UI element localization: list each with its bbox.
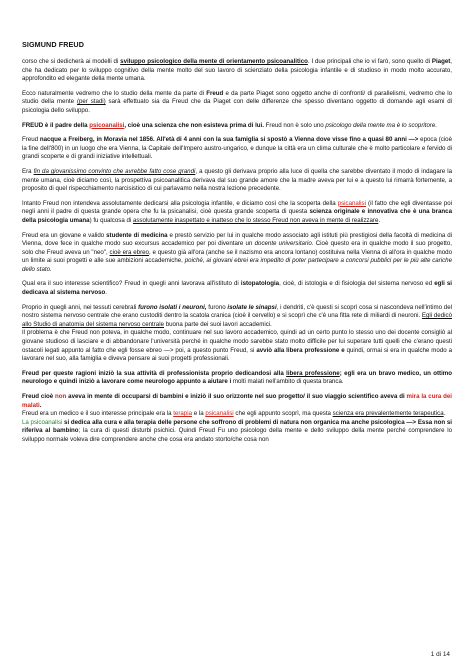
text-run: . Cioè questo era in qualche modo il suo progetto, solo che Freud aveva un "neo", xyxy=(22,240,452,256)
text-run: scienza originale e innovativa che è una branca della psicologia umana xyxy=(22,208,452,224)
text-run: terapia xyxy=(173,410,192,418)
paragraph-youth xyxy=(22,168,452,194)
paragraph-neurons xyxy=(22,304,452,330)
text-run: , che ha dedicato per lo sviluppo cognitivo della mente molto del suo lavoro di scienziato della psicologia infantile e di studioso in modo molto accurato, approfondito ed elegante della mente umana. xyxy=(22,58,453,83)
text-run: furono isolati i neuroni, xyxy=(138,303,207,311)
text-run: . xyxy=(105,289,108,297)
text-run: . I due principali che io vi farò, sono quello di xyxy=(307,58,432,65)
text-run: ) fu qualcosa di xyxy=(89,216,133,224)
text-run: studente di medicina xyxy=(106,231,168,239)
document-title: SIGMUND FREUD xyxy=(22,40,84,49)
document-body xyxy=(22,58,452,445)
paragraph-student xyxy=(22,232,452,275)
text-run: corso che si dedicherà ai modelli di xyxy=(22,58,121,65)
text-run: libera professione xyxy=(286,369,340,377)
paragraph-father xyxy=(22,122,452,131)
text-run: e prestò servizio per lui in qualche modo associato agli istituti più prestigiosi della facoltà di medicina di Vienna, dove fece in qualche modo suo excursus accademico per poi diventare un xyxy=(22,231,452,248)
text-run: La psicoanalisi xyxy=(22,418,63,426)
text-run: docente universitario xyxy=(254,240,312,248)
text-run: molti malati nell'ambito di questa branca. xyxy=(231,378,344,386)
text-run: Essa non si riferiva al bambino xyxy=(22,418,452,435)
paragraph-interest xyxy=(22,410,452,419)
text-run: sarà effettuato sia da Freud che da Piaget con delle differenze che spesso diventano oggetto di domande agli esami di psicologia dello sviluppo. xyxy=(22,98,452,114)
text-run: aiutare i xyxy=(207,378,232,386)
text-run: fin da giovanissimo convinto che avrebbe fatto cose grandi xyxy=(33,167,196,175)
text-run: che egli appunto scoprì, ma questa xyxy=(233,410,333,418)
text-run: , i dendriti, c'è questi si scoprì cosa si nascondeva nell'intimo del nostro sistema nervoso centrale che erano custoditi dentro la scatola cranica (cioè il cervello) e si scoprì che c'è una fitta rete di miliardi di neuroni. xyxy=(22,303,452,320)
text-run: non xyxy=(55,393,67,400)
text-run: psicanalisi xyxy=(337,199,366,207)
text-run: e da parte Piaget sono oggetto anche di confronti/ di parallelismi, vedremo che lo studio della mente xyxy=(22,89,452,106)
text-run: psicologo della mente ma è lo scopritore. xyxy=(325,121,438,129)
text-run: ; la cura di questi disturbi psichici. Quindi Freud Fu uno psicologo della mente e dello sviluppo della mente perché comprendere lo sviluppo normale voleva dire comprendere anche che cosa era andato storto/che cosa non xyxy=(22,427,452,443)
text-run: Freud era un giovane e valido xyxy=(22,231,107,239)
text-run: ; egli era un bravo medico, un ottimo neurologo e quindi iniziò a lavorare come neurologo appunto a xyxy=(22,369,452,386)
text-run: Freud xyxy=(22,136,40,144)
paragraph-children xyxy=(22,393,452,410)
text-run: Era xyxy=(22,167,34,175)
text-run: mira la cura dei malati xyxy=(22,393,452,409)
paragraph-intro xyxy=(22,58,452,84)
text-run: , cioè, di istologia e di fisiologia del sistema nervoso ed xyxy=(279,280,435,288)
paragraph-histology xyxy=(22,280,452,297)
text-run: Freud xyxy=(206,89,224,97)
text-run: isolate le sinapsi xyxy=(227,303,277,311)
text-run: Freud non è solo uno xyxy=(263,121,326,129)
text-run: psicoanalisi xyxy=(89,121,125,129)
text-run: Ecco naturalmente vedremo che lo studio della mente da parte di xyxy=(22,89,207,97)
text-run: FREUD è il padre della xyxy=(22,121,90,129)
page-indicator: 1 di 14 xyxy=(430,651,450,658)
text-run: aveva in mente di occuparsi di bambini e iniziò il suo orizzonte nel suo progetto/ il suo viaggio scientifico aveva di xyxy=(66,393,407,400)
text-run: sviluppo psicologico della mente di orientamento psicoanalitico xyxy=(120,58,308,65)
text-run: buona parte dei suoi lavori accademici. xyxy=(164,320,272,328)
text-run: egli si dedicava al sistema nervoso xyxy=(22,280,452,297)
text-run: poiché, ai giovani ebrei era impedito di poter partecipare a concorsi pubblici per le più alte cariche dello stato. xyxy=(22,257,452,273)
paragraph-intro-2 xyxy=(22,90,452,116)
paragraph-problem xyxy=(22,329,452,363)
text-run: (il fatto che egli diventasse poi negli anni il padre di questa grande opera che fu la psicanalisi, cioè questa grande scoperta di questa xyxy=(22,199,452,216)
text-run: Egli dedicò allo Studio di anatomia del sistema nervoso centrale xyxy=(22,312,452,328)
text-run: scienza era prevalentemente terapeutica xyxy=(332,410,444,418)
text-run: furono xyxy=(206,303,228,311)
text-run: , a questo gli derivava proprio alla luce di quella che sarebbe diventato il modo di indagare la mente umana, cioè diciamo così, la prospettiva psicoanalitica derivava dal suo grande amore che la madre aveva per lui e a questo lui rimarrà fortemente, a proposito di quel rispecchiamento narcisistico di cui parlavamo nella nostra lezione precedente. xyxy=(22,167,452,193)
text-run: Qual era il suo interesse scientifico? Freud in quegli anni lavorava all'istituto di xyxy=(22,280,241,288)
text-run: Intanto Freud non intendeva assolutamente dedicarsi alla psicologia infantile, e diciamo così che la scoperta della xyxy=(22,199,338,207)
paragraph-definition xyxy=(22,419,452,445)
paragraph-birth xyxy=(22,136,452,162)
text-run: . xyxy=(443,410,446,418)
text-run: , cioè una scienza che non esisteva prima di lui. xyxy=(124,121,264,129)
text-run: Freud era un medico e il suo interesse principale era la xyxy=(22,410,174,418)
text-run: quindi, ormai si era in qualche modo a lavorare nel suo, alla famiglia e diveva pensare ai suoi progetti professionali. xyxy=(22,346,453,363)
text-run: assolutamente inaspettato e inatteso che lo stesso Freud non aveva in mente di realizzare xyxy=(132,216,379,224)
text-run: e la xyxy=(192,410,206,418)
text-run: avviò alla libera professione e xyxy=(256,346,345,354)
text-run: istopatologia xyxy=(240,280,280,288)
text-run: , e questo già all'ora (anche se il nazismo era ancora lontano) costituiva nella Vienna di all'ora in qualche modo un limite ai suoi progetti e alle sue ambizioni accademiche, xyxy=(22,248,452,265)
text-run: Freud cioè xyxy=(22,393,56,400)
text-run: . xyxy=(378,216,381,224)
text-run: (per stadi) xyxy=(76,98,106,106)
text-run: cioè era ebreo xyxy=(109,248,149,256)
text-run: nacque a Freiberg, in Moravia nel 1856. All'età di 4 anni con la sua famiglia si spostò a Vienna dove visse fino a quasi 80 anni —> xyxy=(39,136,419,144)
text-run: Il problema è che Freud non poteva, in qualche modo, continuare nel suo lavoro accademico, quindi ad un certo punto lo stesso uno dei docente consigliò al giovane studioso di lasciare e di abbandonare l'università perché in qualche modo sarebbe stato molto difficile per lui superare tutti quelli che c'erano questi ostacoli legati appunto al fatto che egli fosse ebreo —> poi, a questo punto Freud, si xyxy=(22,329,452,354)
text-run: Proprio in quegli anni, nei tessuti cerebrali xyxy=(22,303,139,311)
text-run: psicanalisi xyxy=(205,410,234,418)
paragraph-career xyxy=(22,370,452,387)
text-run: si dedica alla cura e alla terapia delle persone che soffrono di problemi di natura non organica ma anche psicologica —> xyxy=(62,418,418,426)
text-run: Freud per queste ragioni iniziò la sua attività di professionista proprio dedicandosi alla xyxy=(22,369,287,377)
text-run: epoca (cioè la fine dell'800) in un luogo che era Vienna, la Capitale dell'Impero austro-ungarico, e dunque la città era un clima culturale che è molto particolare e fervido di grandi scoperte e di grandi iniziative intellettuali. xyxy=(22,136,453,161)
text-run: . xyxy=(39,401,42,409)
text-run: Piaget xyxy=(431,58,451,65)
paragraph-neurology xyxy=(22,200,452,226)
